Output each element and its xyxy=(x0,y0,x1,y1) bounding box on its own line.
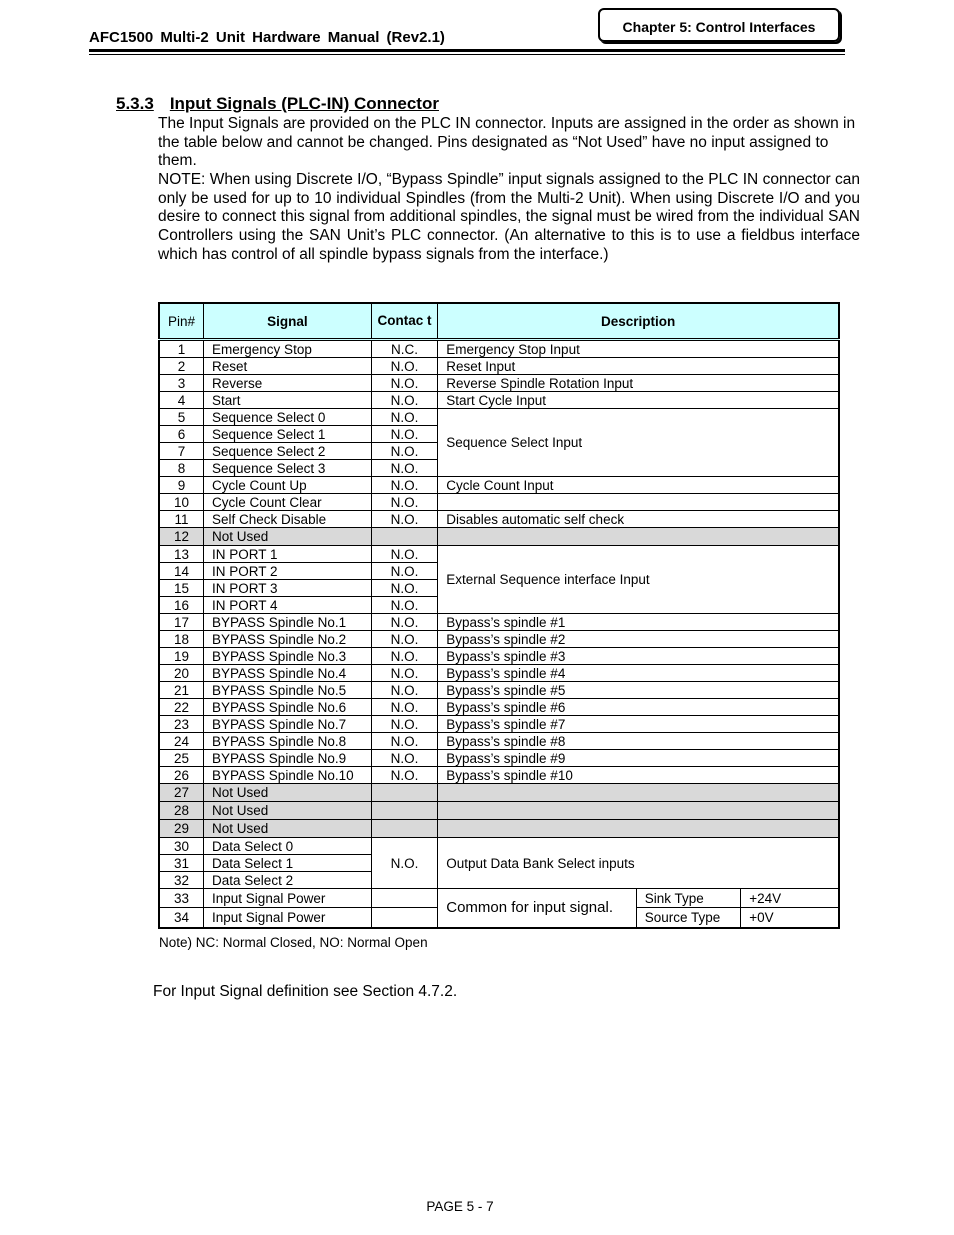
pin-cell: 32 xyxy=(159,872,204,889)
description-cell: Sequence Select Input xyxy=(438,409,839,477)
signal-cell: IN PORT 4 xyxy=(204,597,372,614)
pin-cell: 16 xyxy=(159,597,204,614)
table-row xyxy=(159,716,839,733)
pin-cell: 7 xyxy=(159,443,204,460)
signal-cell: BYPASS Spindle No.3 xyxy=(204,648,372,665)
pin-cell: 18 xyxy=(159,631,204,648)
description-cell: Disables automatic self check xyxy=(438,511,839,528)
contact-cell: N.O. xyxy=(371,477,438,494)
contact-cell: N.O. xyxy=(371,443,438,460)
signal-cell: Cycle Count Up xyxy=(204,477,372,494)
pin-cell: 14 xyxy=(159,563,204,580)
pin-cell: 24 xyxy=(159,733,204,750)
pin-cell: 34 xyxy=(159,908,204,928)
signal-cell: BYPASS Spindle No.4 xyxy=(204,665,372,682)
description-cell: Bypass’s spindle #2 xyxy=(438,631,839,648)
page-number: PAGE 5 - 7 xyxy=(426,1199,494,1214)
contact-cell xyxy=(371,889,438,908)
pin-cell: 6 xyxy=(159,426,204,443)
signal-cell: BYPASS Spindle No.2 xyxy=(204,631,372,648)
signal-cell: IN PORT 1 xyxy=(204,546,372,563)
description-cell: Bypass’s spindle #10 xyxy=(438,767,839,784)
contact-cell: N.O. xyxy=(371,546,438,563)
table-row xyxy=(159,511,839,528)
table-row xyxy=(159,614,839,631)
header-rule-thick xyxy=(89,49,845,52)
contact-cell xyxy=(371,908,438,928)
table-row xyxy=(159,358,839,375)
table-row xyxy=(159,648,839,665)
description-cell xyxy=(438,528,839,546)
contact-cell: N.O. xyxy=(371,614,438,631)
section-reference: For Input Signal definition see Section 4.7.2. xyxy=(153,983,458,1000)
contact-cell: N.O. xyxy=(371,597,438,614)
description-cell: Bypass’s spindle #9 xyxy=(438,750,839,767)
signal-cell: BYPASS Spindle No.6 xyxy=(204,699,372,716)
contact-cell: N.O. xyxy=(371,375,438,392)
pin-cell: 27 xyxy=(159,784,204,802)
description-cell xyxy=(438,784,839,802)
signal-cell: Not Used xyxy=(204,784,372,802)
chapter-label: Chapter 5: Control Interfaces xyxy=(598,8,840,42)
table-row xyxy=(159,750,839,767)
contact-cell xyxy=(371,820,438,838)
pin-cell: 33 xyxy=(159,889,204,908)
input-signals-table xyxy=(158,302,840,929)
pin-cell: 20 xyxy=(159,665,204,682)
pin-cell: 22 xyxy=(159,699,204,716)
voltage-cell: +0V xyxy=(741,908,839,928)
description-cell: Start Cycle Input xyxy=(438,392,839,409)
description-cell: Bypass’s spindle #1 xyxy=(438,614,839,631)
contact-cell: N.O. xyxy=(371,631,438,648)
signal-cell: Cycle Count Clear xyxy=(204,494,372,511)
signal-cell: IN PORT 3 xyxy=(204,580,372,597)
signal-cell: Reset xyxy=(204,358,372,375)
contact-cell: N.O. xyxy=(371,511,438,528)
contact-cell: N.O. xyxy=(371,767,438,784)
signal-cell: Self Check Disable xyxy=(204,511,372,528)
description-cell: Output Data Bank Select inputs xyxy=(438,838,839,889)
signal-cell: Data Select 0 xyxy=(204,838,372,855)
col-header-signal: Signal xyxy=(204,303,372,340)
contact-cell: N.O. xyxy=(371,750,438,767)
pin-cell: 15 xyxy=(159,580,204,597)
signal-cell: Not Used xyxy=(204,820,372,838)
contact-cell: N.O. xyxy=(371,563,438,580)
description-cell: Emergency Stop Input xyxy=(438,340,839,358)
table-note: Note) NC: Normal Closed, NO: Normal Open xyxy=(159,935,428,950)
table-row xyxy=(159,409,839,426)
pin-cell: 9 xyxy=(159,477,204,494)
description-cell: Bypass’s spindle #3 xyxy=(438,648,839,665)
table-row-not-used xyxy=(159,528,839,546)
pin-cell: 3 xyxy=(159,375,204,392)
table-row xyxy=(159,733,839,750)
section-number: 5.3.3 xyxy=(116,94,154,113)
contact-cell: N.O. xyxy=(371,392,438,409)
contact-cell: N.O. xyxy=(371,358,438,375)
signal-cell: Emergency Stop xyxy=(204,340,372,358)
section-heading xyxy=(116,94,439,114)
contact-cell: N.C. xyxy=(371,340,438,358)
table-row xyxy=(159,477,839,494)
pin-cell: 30 xyxy=(159,838,204,855)
description-cell: Bypass’s spindle #5 xyxy=(438,682,839,699)
note-paragraph: NOTE: When using Discrete I/O, “Bypass Spindle” input signals assigned to the PLC IN connector can only be used for up to 10 individual Spindles (from the Multi-2 Unit). When using Discrete I/O and you desire to connect this signal from additional spindles, the signal must be wired from the individual SAN Controllers using the SAN Unit’s PLC connector. (An alternative to this is to use a fieldbus interface which has control of all spindle bypass signals from the interface.) xyxy=(158,171,860,263)
table-row xyxy=(159,631,839,648)
table-row xyxy=(159,546,839,563)
contact-cell: N.O. xyxy=(371,733,438,750)
description-cell: External Sequence interface Input xyxy=(438,546,839,614)
pin-cell: 19 xyxy=(159,648,204,665)
signal-cell: Data Select 2 xyxy=(204,872,372,889)
contact-cell: N.O. xyxy=(371,716,438,733)
description-cell xyxy=(438,802,839,820)
contact-cell: N.O. xyxy=(371,409,438,426)
voltage-cell: +24V xyxy=(741,889,839,908)
type-cell: Source Type xyxy=(636,908,741,928)
table-row xyxy=(159,699,839,716)
pin-cell: 13 xyxy=(159,546,204,563)
pin-cell: 12 xyxy=(159,528,204,546)
table-row xyxy=(159,767,839,784)
col-header-description: Description xyxy=(438,303,839,340)
table-row-not-used xyxy=(159,802,839,820)
section-title: Input Signals (PLC-IN) Connector xyxy=(169,94,439,113)
description-cell xyxy=(438,820,839,838)
table-header-row xyxy=(159,303,839,340)
contact-cell: N.O. xyxy=(371,665,438,682)
description-cell: Bypass’s spindle #6 xyxy=(438,699,839,716)
header-rule-thin xyxy=(89,54,845,55)
signal-cell: Sequence Select 1 xyxy=(204,426,372,443)
contact-cell: N.O. xyxy=(371,460,438,477)
contact-cell xyxy=(371,802,438,820)
description-cell: Reverse Spindle Rotation Input xyxy=(438,375,839,392)
pin-cell: 17 xyxy=(159,614,204,631)
contact-cell: N.O. xyxy=(371,494,438,511)
pin-cell: 10 xyxy=(159,494,204,511)
pin-cell: 26 xyxy=(159,767,204,784)
pin-cell: 8 xyxy=(159,460,204,477)
contact-cell: N.O. xyxy=(371,838,438,889)
pin-cell: 25 xyxy=(159,750,204,767)
signal-cell: Sequence Select 3 xyxy=(204,460,372,477)
contact-cell: N.O. xyxy=(371,699,438,716)
description-cell: Bypass’s spindle #7 xyxy=(438,716,839,733)
contact-cell: N.O. xyxy=(371,682,438,699)
description-cell: Bypass’s spindle #4 xyxy=(438,665,839,682)
pin-cell: 31 xyxy=(159,855,204,872)
pin-cell: 21 xyxy=(159,682,204,699)
signal-cell: Not Used xyxy=(204,802,372,820)
contact-cell: N.O. xyxy=(371,648,438,665)
pin-cell: 1 xyxy=(159,340,204,358)
signal-cell: BYPASS Spindle No.7 xyxy=(204,716,372,733)
contact-cell: N.O. xyxy=(371,426,438,443)
pin-cell: 11 xyxy=(159,511,204,528)
description-cell: Common for input signal. xyxy=(438,889,636,928)
table-row xyxy=(159,375,839,392)
signal-cell: Sequence Select 2 xyxy=(204,443,372,460)
description-cell: Bypass’s spindle #8 xyxy=(438,733,839,750)
signal-cell: IN PORT 2 xyxy=(204,563,372,580)
pin-cell: 29 xyxy=(159,820,204,838)
pin-cell: 5 xyxy=(159,409,204,426)
table-row-not-used xyxy=(159,784,839,802)
signal-cell: BYPASS Spindle No.8 xyxy=(204,733,372,750)
manual-title: AFC1500 Multi-2 Unit Hardware Manual (Rev2.1) xyxy=(89,29,445,46)
col-header-contact: Contac t xyxy=(371,303,438,340)
description-cell: Cycle Count Input xyxy=(438,477,839,494)
table-row xyxy=(159,682,839,699)
signal-cell: BYPASS Spindle No.1 xyxy=(204,614,372,631)
contact-cell: N.O. xyxy=(371,580,438,597)
signal-cell: Input Signal Power xyxy=(204,908,372,928)
signal-cell: Reverse xyxy=(204,375,372,392)
signal-cell: Not Used xyxy=(204,528,372,546)
pin-cell: 23 xyxy=(159,716,204,733)
signal-cell: Input Signal Power xyxy=(204,889,372,908)
signal-cell: Sequence Select 0 xyxy=(204,409,372,426)
pin-cell: 28 xyxy=(159,802,204,820)
intro-paragraph: The Input Signals are provided on the PLC IN connector. Inputs are assigned in the order as shown in the table below and cannot be changed. Pins designated as “Not Used” have no input assigned to them. xyxy=(158,115,856,170)
table-row xyxy=(159,665,839,682)
type-cell: Sink Type xyxy=(636,889,741,908)
signal-cell: BYPASS Spindle No.10 xyxy=(204,767,372,784)
table-row xyxy=(159,838,839,855)
description-cell: Reset Input xyxy=(438,358,839,375)
signal-cell: Start xyxy=(204,392,372,409)
pin-cell: 2 xyxy=(159,358,204,375)
signal-cell: Data Select 1 xyxy=(204,855,372,872)
table-row xyxy=(159,494,839,511)
signal-cell: BYPASS Spindle No.9 xyxy=(204,750,372,767)
signal-cell: BYPASS Spindle No.5 xyxy=(204,682,372,699)
pin-cell: 4 xyxy=(159,392,204,409)
table-row-not-used xyxy=(159,820,839,838)
table-row xyxy=(159,392,839,409)
col-header-pin: Pin# xyxy=(159,303,204,340)
table-row xyxy=(159,889,839,908)
contact-cell xyxy=(371,784,438,802)
table-row xyxy=(159,340,839,358)
description-cell xyxy=(438,494,839,511)
contact-cell xyxy=(371,528,438,546)
